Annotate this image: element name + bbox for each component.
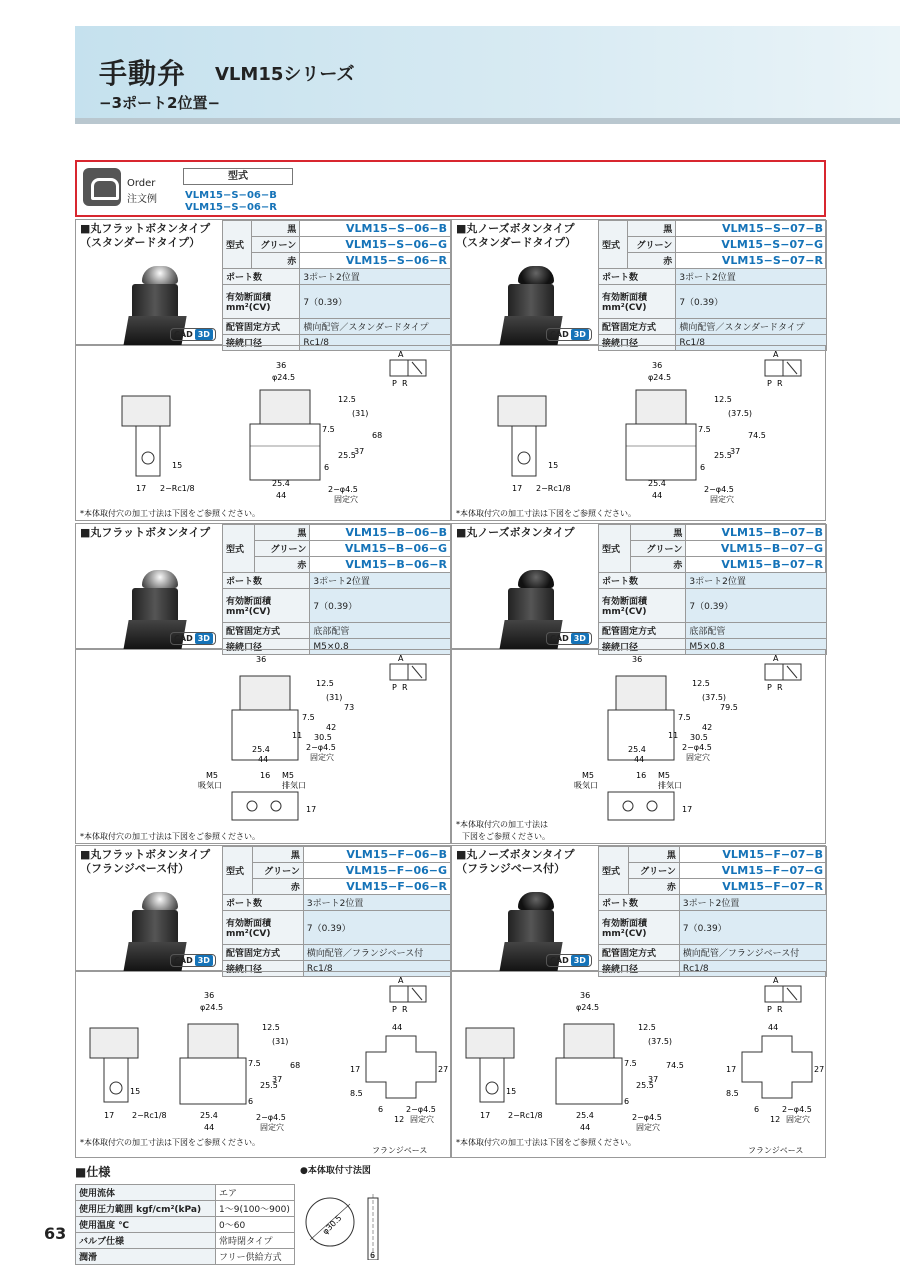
svg-text:27: 27	[814, 1065, 825, 1074]
drawing-box	[75, 345, 451, 521]
svg-text:M5: M5	[658, 771, 670, 780]
cad-3d-badge[interactable]: CAD 3D	[546, 632, 592, 645]
product-section	[451, 845, 826, 975]
svg-text:25.4: 25.4	[252, 745, 270, 754]
order-code-1: VLM15−S−06−B	[185, 190, 277, 201]
svg-text:30.5: 30.5	[690, 733, 708, 742]
side-view	[498, 396, 571, 493]
model-table: 型式 黒 VLM15−F−06−B グリーン VLM15−F−06−G 赤 VLM15−F−06−R ポート数 3ポート2位置 有効断面積 mm²(CV) 7（0.39） 配管固定方式 横向配管／フランジベース付 接続口径 Rc1/8	[222, 846, 451, 977]
svg-text:2−φ4.5: 2−φ4.5	[406, 1105, 436, 1114]
svg-text:74.5: 74.5	[666, 1061, 684, 1070]
svg-text:(31): (31)	[352, 409, 369, 418]
svg-text:*本体取付穴の加工寸法は: *本体取付穴の加工寸法は	[456, 820, 548, 829]
spec-section	[75, 1163, 295, 1265]
svg-text:79.5: 79.5	[720, 703, 738, 712]
side-view	[466, 1028, 543, 1120]
svg-text:R: R	[402, 683, 408, 692]
svg-text:6: 6	[378, 1105, 384, 1114]
svg-text:37: 37	[730, 447, 741, 456]
svg-text:17: 17	[306, 805, 317, 814]
spec-table	[75, 1184, 295, 1265]
svg-text:2−φ4.5: 2−φ4.5	[632, 1113, 662, 1122]
svg-text:17: 17	[682, 805, 693, 814]
flange-view	[350, 1023, 448, 1155]
svg-text:25.5: 25.5	[714, 451, 732, 460]
svg-text:フランジベース: フランジベース	[748, 1146, 804, 1155]
svg-text:16: 16	[636, 771, 647, 780]
svg-text:44: 44	[768, 1023, 779, 1032]
svg-text:15: 15	[548, 461, 559, 470]
svg-text:44: 44	[276, 491, 287, 500]
svg-text:R: R	[777, 683, 783, 692]
button-image	[142, 892, 178, 910]
flange-view	[726, 1023, 824, 1155]
page-header	[75, 26, 900, 122]
svg-text:25.4: 25.4	[648, 479, 666, 488]
svg-text:36: 36	[276, 361, 287, 370]
svg-text:25.5: 25.5	[260, 1081, 278, 1090]
cad-3d-badge[interactable]: CAD 3D	[170, 632, 216, 645]
svg-text:11: 11	[668, 731, 679, 740]
svg-text:2−φ4.5: 2−φ4.5	[328, 485, 358, 494]
svg-text:6: 6	[700, 463, 706, 472]
front-view	[250, 361, 382, 504]
svg-text:17: 17	[104, 1111, 115, 1120]
spec-row: 使用流体 エア	[76, 1185, 295, 1201]
bottom-view	[198, 771, 316, 820]
model-table: 型式 黒 VLM15−S−06−B グリーン VLM15−S−06−G 赤 VLM15−S−06−R ポート数 3ポート2位置 有効断面積 mm²(CV) 7（0.39） 配管固定方式 横向配管／スタンダードタイプ 接続口径 Rc1/8	[222, 220, 451, 351]
svg-text:2−Rc1/8: 2−Rc1/8	[160, 484, 195, 493]
svg-text:A: A	[398, 654, 404, 663]
svg-text:フランジベース: フランジベース	[372, 1146, 428, 1155]
svg-text:8.5: 8.5	[726, 1089, 739, 1098]
pneumatic-symbol	[765, 350, 801, 388]
spec-heading: ■仕様	[75, 1165, 111, 1179]
pneumatic-symbol	[390, 654, 426, 692]
dimension-drawing	[76, 972, 450, 1157]
svg-text:固定穴: 固定穴	[310, 753, 334, 762]
product-section	[451, 523, 826, 653]
svg-text:12: 12	[770, 1115, 781, 1124]
svg-text:*本体取付穴の加工寸法は下図をご参照ください。: *本体取付穴の加工寸法は下図をご参照ください。	[80, 1138, 260, 1147]
svg-text:*本体取付穴の加工寸法は下図をご参照ください。: *本体取付穴の加工寸法は下図をご参照ください。	[456, 1138, 636, 1147]
svg-text:M5: M5	[582, 771, 594, 780]
svg-text:16: 16	[260, 771, 271, 780]
side-view	[122, 396, 195, 493]
cad-3d-badge[interactable]: CAD 3D	[170, 954, 216, 967]
svg-text:11: 11	[292, 731, 303, 740]
svg-text:*本体取付穴の加工寸法は下図をご参照ください。: *本体取付穴の加工寸法は下図をご参照ください。	[80, 509, 260, 518]
product-photo	[500, 570, 570, 660]
svg-text:(37.5): (37.5)	[648, 1037, 673, 1046]
pneumatic-symbol	[765, 654, 801, 692]
pneumatic-symbol	[390, 350, 426, 388]
front-view	[180, 991, 300, 1132]
button-image	[518, 266, 554, 284]
svg-text:36: 36	[632, 655, 643, 664]
product-photo	[124, 266, 194, 356]
svg-text:P: P	[767, 379, 772, 388]
product-photo	[500, 892, 570, 982]
model-table: 型式 黒 VLM15−B−06−B グリーン VLM15−B−06−G 赤 VLM15−B−06−R ポート数 3ポート2位置 有効断面積 mm²(CV) 7（0.39） 配管固定方式 底部配管 接続口径 M5×0.8	[222, 524, 451, 655]
svg-text:(37.5): (37.5)	[728, 409, 753, 418]
bottom-view	[574, 771, 692, 820]
front-view	[626, 361, 766, 504]
svg-text:44: 44	[580, 1123, 591, 1132]
svg-text:固定穴: 固定穴	[710, 495, 734, 504]
svg-text:17: 17	[480, 1111, 491, 1120]
section-title: ■丸ノーズボタンタイプ （スタンダードタイプ）	[456, 222, 577, 249]
svg-text:A: A	[398, 350, 404, 359]
side-view	[90, 1028, 167, 1120]
pneumatic-symbol	[390, 976, 426, 1014]
mount-heading: ●本体取付寸法図	[300, 1166, 371, 1176]
svg-text:*本体取付穴の加工寸法は下図をご参照ください。: *本体取付穴の加工寸法は下図をご参照ください。	[80, 832, 260, 841]
svg-text:M5: M5	[282, 771, 294, 780]
section-title: ■丸ノーズボタンタイプ	[456, 526, 575, 539]
svg-text:12.5: 12.5	[316, 679, 334, 688]
svg-text:17: 17	[512, 484, 523, 493]
svg-text:37: 37	[354, 447, 365, 456]
svg-text:25.4: 25.4	[576, 1111, 594, 1120]
svg-text:2−φ4.5: 2−φ4.5	[256, 1113, 286, 1122]
front-view	[608, 655, 738, 764]
svg-text:8.5: 8.5	[350, 1089, 363, 1098]
svg-text:6: 6	[324, 463, 330, 472]
svg-text:44: 44	[634, 755, 645, 764]
page-title: 手動弁	[99, 57, 187, 90]
svg-text:2−φ4.5: 2−φ4.5	[704, 485, 734, 494]
phone-icon	[83, 168, 121, 206]
svg-text:吸気口: 吸気口	[574, 781, 598, 790]
svg-text:R: R	[402, 1005, 408, 1014]
svg-text:73: 73	[344, 703, 355, 712]
svg-text:A: A	[773, 976, 779, 985]
svg-text:74.5: 74.5	[748, 431, 766, 440]
svg-text:6: 6	[248, 1097, 254, 1106]
section-title: ■丸フラットボタンタイプ （フランジベース付）	[80, 848, 211, 875]
cad-3d-badge[interactable]: CAD 3D	[546, 328, 592, 341]
series-name: VLM15シリーズ	[215, 64, 355, 85]
dimension-drawing	[76, 346, 450, 520]
dimension-drawing	[452, 346, 825, 520]
svg-text:42: 42	[702, 723, 713, 732]
svg-text:36: 36	[204, 991, 215, 1000]
svg-text:25.5: 25.5	[338, 451, 356, 460]
product-section	[451, 219, 826, 349]
button-image	[142, 570, 178, 588]
order-label-ja: 注文例	[127, 194, 157, 205]
order-model-label: 型式	[183, 168, 293, 185]
svg-text:7.5: 7.5	[678, 713, 691, 722]
svg-text:7.5: 7.5	[322, 425, 335, 434]
model-table: 型式 黒 VLM15−B−07−B グリーン VLM15−B−07−G 赤 VLM15−B−07−R ポート数 3ポート2位置 有効断面積 mm²(CV) 7（0.39） 配管固定方式 底部配管 接続口径 M5×0.8	[598, 524, 827, 655]
product-section	[75, 219, 451, 349]
mount-thickness: 6	[370, 1251, 376, 1260]
cad-3d-badge[interactable]: CAD 3D	[170, 328, 216, 341]
section-title: ■丸フラットボタンタイプ	[80, 526, 211, 539]
svg-text:25.4: 25.4	[200, 1111, 218, 1120]
model-table: 型式 黒 VLM15−S−07−B グリーン VLM15−S−07−G 赤 VLM15−S−07−R ポート数 3ポート2位置 有効断面積 mm²(CV) 7（0.39） 配管固定方式 横向配管／スタンダードタイプ 接続口径 Rc1/8	[598, 220, 827, 351]
svg-text:下図をご参照ください。: 下図をご参照ください。	[462, 832, 550, 841]
svg-text:(31): (31)	[272, 1037, 289, 1046]
mount-section	[300, 1163, 420, 1263]
section-title: ■丸ノーズボタンタイプ （フランジベース付）	[456, 848, 575, 875]
svg-text:排気口: 排気口	[658, 781, 682, 790]
svg-text:12.5: 12.5	[692, 679, 710, 688]
svg-text:P: P	[392, 379, 397, 388]
svg-text:12: 12	[394, 1115, 405, 1124]
mount-dia: φ30.5	[320, 1213, 344, 1237]
svg-text:27: 27	[438, 1065, 449, 1074]
svg-text:7.5: 7.5	[624, 1059, 637, 1068]
drawing-box	[451, 649, 826, 844]
header-shadow	[75, 118, 900, 124]
drawing-box	[451, 971, 826, 1158]
product-photo	[124, 892, 194, 982]
svg-text:固定穴: 固定穴	[260, 1123, 284, 1132]
svg-text:44: 44	[204, 1123, 215, 1132]
svg-text:(37.5): (37.5)	[702, 693, 727, 702]
svg-text:30.5: 30.5	[314, 733, 332, 742]
dimension-drawing	[452, 650, 825, 843]
svg-text:(31): (31)	[326, 693, 343, 702]
svg-text:12.5: 12.5	[638, 1023, 656, 1032]
svg-text:36: 36	[256, 655, 267, 664]
svg-text:25.4: 25.4	[628, 745, 646, 754]
svg-text:15: 15	[172, 461, 183, 470]
svg-text:15: 15	[130, 1087, 141, 1096]
svg-text:7.5: 7.5	[698, 425, 711, 434]
product-section	[75, 845, 451, 975]
svg-text:固定穴: 固定穴	[636, 1123, 660, 1132]
svg-text:7.5: 7.5	[302, 713, 315, 722]
svg-text:12.5: 12.5	[714, 395, 732, 404]
svg-text:2−Rc1/8: 2−Rc1/8	[132, 1111, 167, 1120]
svg-text:R: R	[402, 379, 408, 388]
page-subtitle: −3ポート2位置−	[99, 94, 221, 112]
svg-text:M5: M5	[206, 771, 218, 780]
pneumatic-symbol	[765, 976, 801, 1014]
svg-text:2−Rc1/8: 2−Rc1/8	[508, 1111, 543, 1120]
product-photo	[124, 570, 194, 660]
product-section	[75, 523, 451, 653]
drawing-box	[75, 971, 451, 1158]
svg-text:固定穴: 固定穴	[410, 1115, 434, 1124]
order-code-2: VLM15−S−06−R	[185, 202, 277, 213]
svg-text:12.5: 12.5	[262, 1023, 280, 1032]
svg-text:37: 37	[648, 1075, 659, 1084]
mount-drawing	[300, 1180, 420, 1260]
model-table: 型式 黒 VLM15−F−07−B グリーン VLM15−F−07−G 赤 VLM15−F−07−R ポート数 3ポート2位置 有効断面積 mm²(CV) 7（0.39） 配管固定方式 横向配管／フランジベース付 接続口径 Rc1/8	[598, 846, 827, 977]
svg-text:排気口: 排気口	[282, 781, 306, 790]
svg-text:17: 17	[726, 1065, 737, 1074]
svg-text:2−φ4.5: 2−φ4.5	[782, 1105, 812, 1114]
spec-row: 使用圧力範囲 kgf/cm²(kPa) 1〜9(100〜900)	[76, 1201, 295, 1217]
svg-text:15: 15	[506, 1087, 517, 1096]
svg-text:7.5: 7.5	[248, 1059, 261, 1068]
svg-text:12.5: 12.5	[338, 395, 356, 404]
svg-text:42: 42	[326, 723, 337, 732]
front-view	[232, 655, 354, 764]
button-image	[142, 266, 178, 284]
spec-row: バルブ仕様 常時閉タイプ	[76, 1233, 295, 1249]
page-number: 63	[44, 1224, 67, 1243]
svg-text:A: A	[398, 976, 404, 985]
svg-text:2−Rc1/8: 2−Rc1/8	[536, 484, 571, 493]
dimension-drawing	[452, 972, 825, 1157]
dimension-drawing	[76, 650, 450, 843]
svg-text:44: 44	[652, 491, 663, 500]
svg-text:R: R	[777, 1005, 783, 1014]
spec-row: 潤滑 フリー供給方式	[76, 1249, 295, 1265]
svg-text:P: P	[392, 1005, 397, 1014]
svg-text:37: 37	[272, 1075, 283, 1084]
svg-text:R: R	[777, 379, 783, 388]
svg-text:6: 6	[754, 1105, 760, 1114]
svg-text:固定穴: 固定穴	[334, 495, 358, 504]
svg-text:固定穴: 固定穴	[786, 1115, 810, 1124]
drawing-box	[75, 649, 451, 844]
svg-text:P: P	[392, 683, 397, 692]
svg-text:36: 36	[580, 991, 591, 1000]
svg-text:25.4: 25.4	[272, 479, 290, 488]
svg-text:吸気口: 吸気口	[198, 781, 222, 790]
svg-text:36: 36	[652, 361, 663, 370]
svg-text:17: 17	[350, 1065, 361, 1074]
svg-text:φ24.5: φ24.5	[272, 373, 296, 382]
svg-text:2−φ4.5: 2−φ4.5	[306, 743, 336, 752]
svg-text:44: 44	[258, 755, 269, 764]
svg-text:固定穴: 固定穴	[686, 753, 710, 762]
svg-text:φ24.5: φ24.5	[576, 1003, 600, 1012]
svg-text:A: A	[773, 350, 779, 359]
order-example-box	[75, 160, 826, 217]
product-photo	[500, 266, 570, 356]
order-label-en: Order	[127, 178, 156, 189]
svg-text:A: A	[773, 654, 779, 663]
svg-text:6: 6	[624, 1097, 630, 1106]
spec-row: 使用温度 ℃ 0〜60	[76, 1217, 295, 1233]
svg-text:2−φ4.5: 2−φ4.5	[682, 743, 712, 752]
svg-text:φ24.5: φ24.5	[200, 1003, 224, 1012]
svg-text:*本体取付穴の加工寸法は下図をご参照ください。: *本体取付穴の加工寸法は下図をご参照ください。	[456, 509, 636, 518]
svg-text:25.5: 25.5	[636, 1081, 654, 1090]
svg-text:68: 68	[290, 1061, 301, 1070]
button-image	[518, 892, 554, 910]
svg-text:44: 44	[392, 1023, 403, 1032]
svg-text:17: 17	[136, 484, 147, 493]
svg-text:φ24.5: φ24.5	[648, 373, 672, 382]
front-view	[556, 991, 684, 1132]
svg-text:68: 68	[372, 431, 383, 440]
cad-3d-badge[interactable]: CAD 3D	[546, 954, 592, 967]
svg-text:P: P	[767, 1005, 772, 1014]
svg-text:P: P	[767, 683, 772, 692]
section-title: ■丸フラットボタンタイプ （スタンダードタイプ）	[80, 222, 211, 249]
drawing-box	[451, 345, 826, 521]
button-image	[518, 570, 554, 588]
